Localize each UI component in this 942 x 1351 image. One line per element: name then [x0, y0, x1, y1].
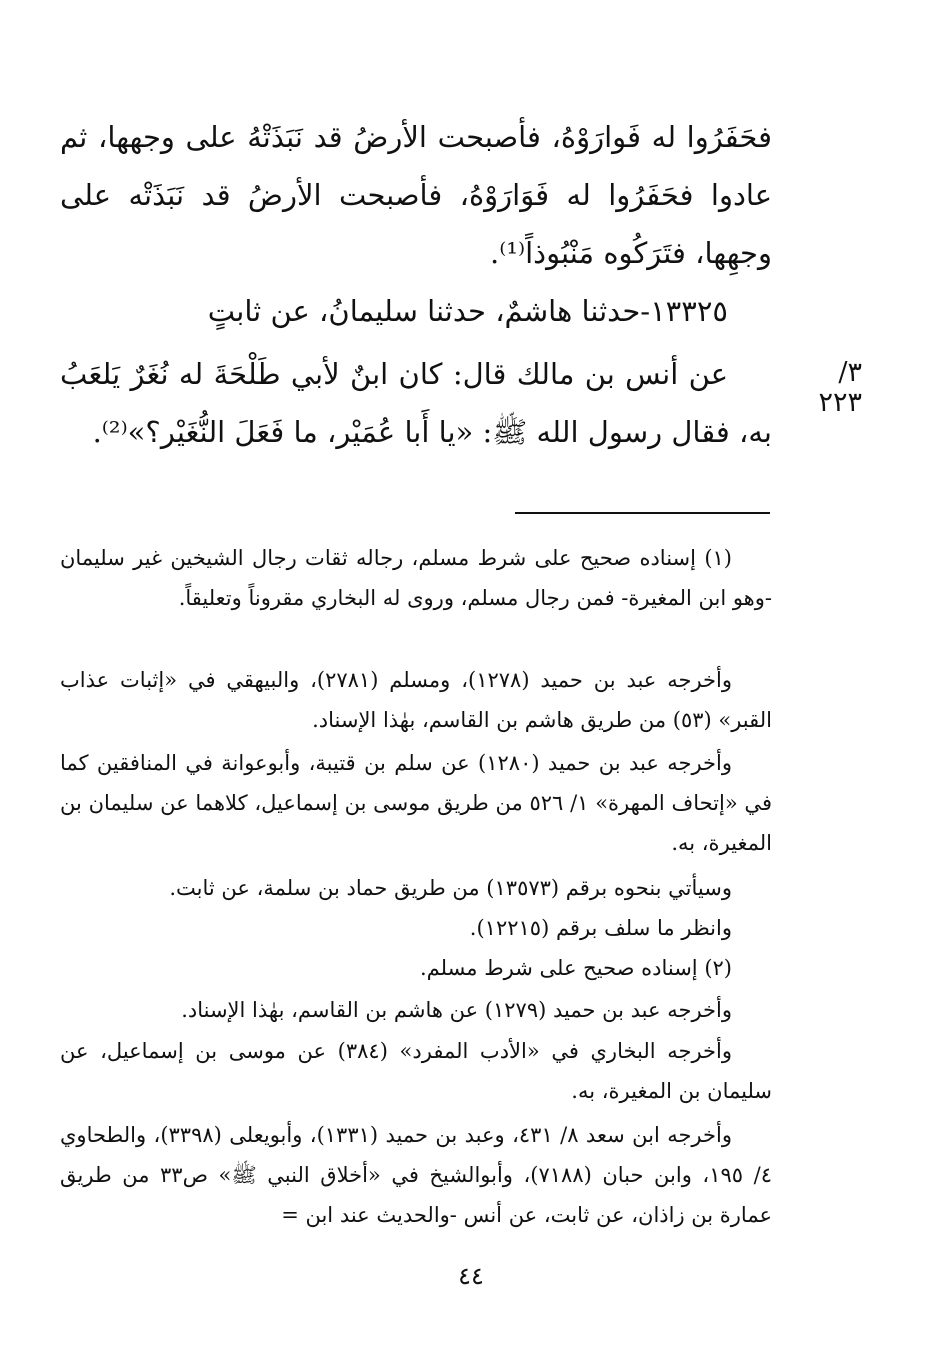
hadith-text: عن أنس بن مالك قال: كان ابنٌ لأبي طَلْحَةَ له نُغَرٌ يَلعَبُ به، فقال رسول الله ﷺ: «يا أَبا عُمَيْر، ما فَعَلَ النُّغَيْر؟»⁽²⁾. [60, 357, 772, 449]
footnote-separator [515, 512, 770, 514]
page-number: ٤٤ [458, 1262, 484, 1290]
footnote-2-detail-1: وأخرجه عبد بن حميد (١٢٧٩) عن هاشم بن القاسم، بهٰذا الإسناد. [181, 998, 732, 1022]
footnote-2: (٢) إسناده صحيح على شرط مسلم. [419, 956, 732, 980]
footnote-1-detail-2: وأخرجه عبد بن حميد (١٢٨٠) عن سلم بن قتيبة، وأبوعوانة في المنافقين كما في «إتحاف المهرة» ١/ ٥٢٦ من طريق موسى بن إسماعيل، كلاهما عن سليمان بن المغيرة، به. [60, 751, 772, 855]
footnote-2-detail-2: وأخرجه البخاري في «الأدب المفرد» (٣٨٤) عن موسى بن إسماعيل، عن سليمان بن المغيرة، به. [60, 1039, 772, 1103]
footnote-2-detail-3: وأخرجه ابن سعد ٨/ ٤٣١، وعبد بن حميد (١٣٣١)، وأبويعلى (٣٣٩٨)، والطحاوي ٤/ ١٩٥، وابن حبان (٧١٨٨)، وأبوالشيخ في «أخلاق النبي ﷺ» ص٣٣ من طريق عمارة بن زاذان، عن ثابت، عن أنس -والحديث عند ابن = [60, 1123, 772, 1227]
footnote-1-detail-3: وسيأتي بنحوه برقم (١٣٥٧٣) من طريق حماد بن سلمة، عن ثابت. [169, 876, 732, 900]
footnote-1-detail-4: وانظر ما سلف برقم (١٢٢١٥). [469, 916, 732, 940]
main-paragraph-1: فحَفَرُوا له فَوارَوْهُ، فأصبحت الأرضُ قد نَبَذَتْهُ على وجهها، ثم عادوا فحَفَرُوا له فَوَارَوْهُ، فأصبحت الأرضُ قد نَبَذَتْه على وجهِها، فتَرَكُوه مَنْبُوذاً⁽¹⁾. [60, 120, 772, 270]
hadith-chain: ١٣٣٢٥-حدثنا هاشمٌ، حدثنا سليمانُ، عن ثابتٍ [207, 294, 728, 328]
margin-reference: ٣/ ٢٢٣ [818, 357, 862, 418]
footnote-1-detail-1: وأخرجه عبد بن حميد (١٢٧٨)، ومسلم (٢٧٨١)، والبيهقي في «إثبات عذاب القبر» (٥٣) من طريق هاشم بن القاسم، بهٰذا الإسناد. [60, 668, 772, 732]
footnote-1: (١) إسناده صحيح على شرط مسلم، رجاله ثقات رجال الشيخين غير سليمان -وهو ابن المغيرة- فمن رجال مسلم، وروى له البخاري مقروناً وتعليقاً. [60, 546, 772, 610]
